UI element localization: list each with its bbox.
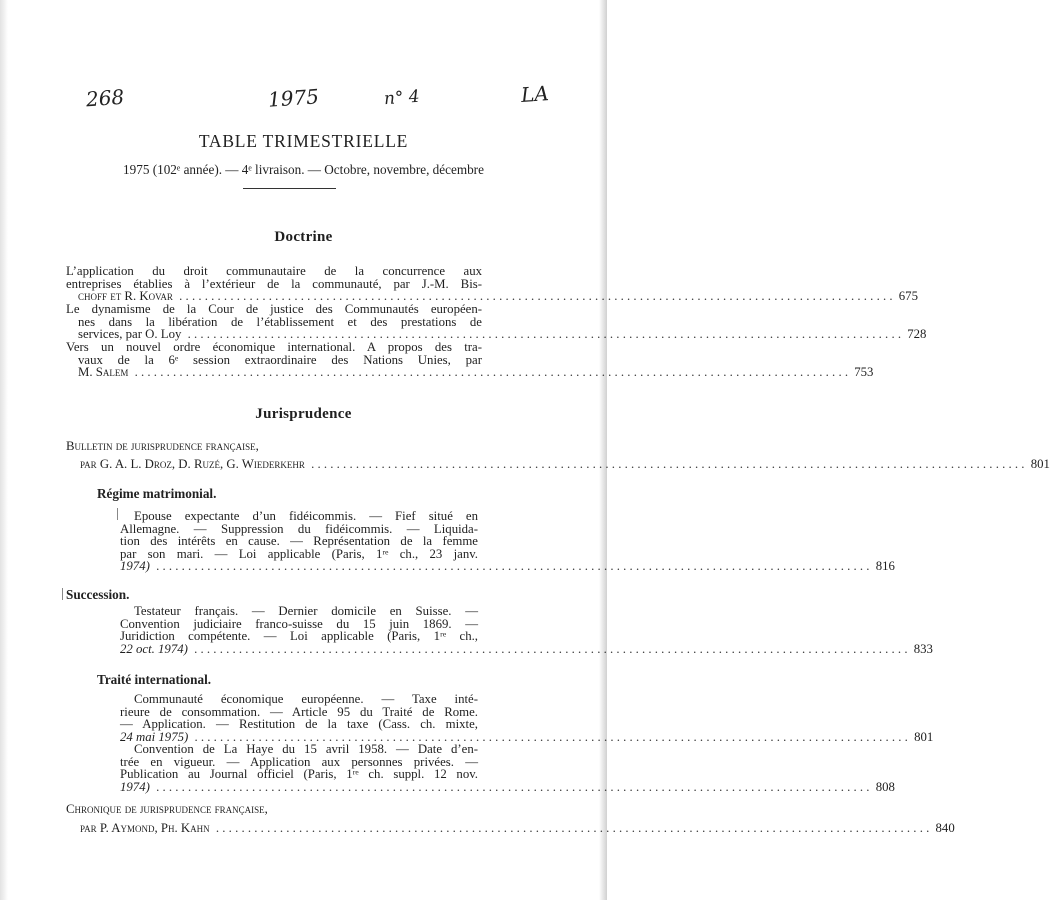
page-number: 801	[1030, 456, 1050, 471]
entry-authors: services, par O. Loy	[78, 327, 182, 342]
entry-date: 22 oct. 1974)	[120, 641, 188, 656]
subheading-succession: Succession.	[66, 587, 130, 602]
entry-authors: M. Salem	[78, 365, 129, 380]
page-number: 816	[875, 559, 895, 574]
handwritten-note-left: 268	[85, 84, 125, 112]
handwritten-note-right: LA	[520, 81, 550, 107]
regime-entry	[120, 509, 895, 574]
bulletin-entry	[66, 439, 1050, 471]
entry-line: entreprises établies à l’extérieur de la communauté, par J.-M. Bis-	[66, 276, 482, 291]
handwritten-note-number: n° 4	[383, 86, 421, 110]
entry-line: nes dans la libération de l’établissement et des prestations de	[78, 314, 482, 329]
entry-date: 1974)	[120, 559, 150, 574]
entry-line: Vers un nouvel ordre économique international. A propos des tra-	[66, 340, 482, 354]
bulletin-leader-line	[66, 456, 1050, 471]
entry-line: vaux de la 6ᵉ session extraordinaire des Nations Unies, par	[78, 352, 482, 367]
subheading-traite: Traité international.	[97, 672, 212, 687]
entry-date: 24 mai 1975)	[120, 729, 189, 744]
page-number: 801	[914, 729, 934, 744]
page-number: 840	[935, 820, 955, 835]
section-heading-jurisprudence: Jurisprudence	[255, 406, 352, 422]
margin-mark	[117, 508, 118, 520]
page-number: 728	[907, 327, 927, 342]
entry-line: Epouse expectante d’un fidéicommis. — Fief situé en	[134, 509, 478, 523]
title-divider	[243, 188, 336, 189]
page-title: TABLE TRIMESTRIELLE	[198, 131, 409, 151]
subheading-regime: Régime matrimonial.	[97, 486, 217, 501]
doctrine-entry	[66, 302, 927, 342]
chronique-title: Chronique de jurisprudence française,	[66, 802, 268, 816]
chronique-authors: par P. Aymond, Ph. Kahn	[80, 820, 210, 835]
entry-authors: choff et R. Kovar	[78, 289, 173, 304]
entry-line: Testateur français. — Dernier domicile en Suisse. —	[134, 604, 478, 618]
entry-leader-line	[120, 641, 933, 656]
entry-line: Le dynamisme de la Cour de justice des Communautés européen-	[66, 302, 482, 316]
entry-line: Convention de La Haye du 15 avril 1958. — Date d’en-	[134, 742, 478, 756]
traite-entry	[120, 692, 934, 744]
section-heading-doctrine: Doctrine	[274, 229, 333, 245]
entry-line: tion des intérêts en cause. — Représentation de la femme	[120, 534, 478, 549]
dot-leader	[156, 780, 869, 794]
entry-leader-line	[66, 289, 918, 304]
entry-line: par son mari. — Loi applicable (Paris, 1ʳᵉ ch., 23 janv.	[120, 546, 478, 561]
chronique-entry	[66, 802, 955, 835]
dot-leader	[311, 457, 1024, 471]
entry-leader-line	[120, 779, 895, 794]
entry-line: rieure de consommation. — Article 95 du Traité de Rome.	[120, 704, 478, 719]
entry-leader-line	[66, 327, 927, 342]
page-number: 675	[898, 289, 918, 304]
entry-line: Allemagne. — Suppression du fidéicommis. — Liquida-	[120, 521, 478, 536]
traite-entry	[120, 742, 895, 794]
issue-subtitle: 1975 (102ᵉ année). — 4ᵉ livraison. — Octobre, novembre, décembre	[123, 162, 484, 177]
succession-entry	[120, 604, 933, 656]
entry-line: Convention judiciaire franco-suisse du 15 juin 1869. —	[120, 616, 478, 631]
entry-date: 1974)	[120, 779, 150, 794]
dot-leader	[135, 365, 848, 379]
entry-leader-line	[66, 365, 874, 380]
entry-line: — Application. — Restitution de la taxe (Cass. ch. mixte,	[120, 717, 478, 732]
page-number: 808	[875, 779, 895, 794]
entry-line: Communauté économique européenne. — Taxe inté-	[134, 692, 478, 706]
entry-line: trée en vigueur. — Application aux personnes privées. —	[120, 754, 478, 769]
doctrine-entry	[66, 340, 874, 380]
doctrine-entry	[66, 264, 918, 304]
entry-leader-line	[120, 559, 895, 574]
bulletin-title: Bulletin de jurisprudence française,	[66, 439, 259, 453]
handwritten-note-year: 1975	[267, 84, 320, 112]
margin-mark	[62, 588, 63, 600]
dot-leader	[194, 642, 907, 656]
dot-leader	[156, 559, 869, 573]
page-number: 753	[854, 365, 874, 380]
entry-line: Publication au Journal officiel (Paris, 1ʳᵉ ch. suppl. 12 nov.	[120, 767, 478, 782]
entry-line: L’application du droit communautaire de la concurrence aux	[66, 264, 482, 278]
bulletin-authors: par G. A. L. Droz, D. Ruzé, G. Wiederkehr	[80, 456, 305, 471]
page-number: 833	[913, 641, 933, 656]
dot-leader	[216, 821, 929, 835]
entry-line: Juridiction compétente. — Loi applicable (Paris, 1ʳᵉ ch.,	[120, 629, 478, 644]
chronique-leader-line	[66, 820, 955, 835]
